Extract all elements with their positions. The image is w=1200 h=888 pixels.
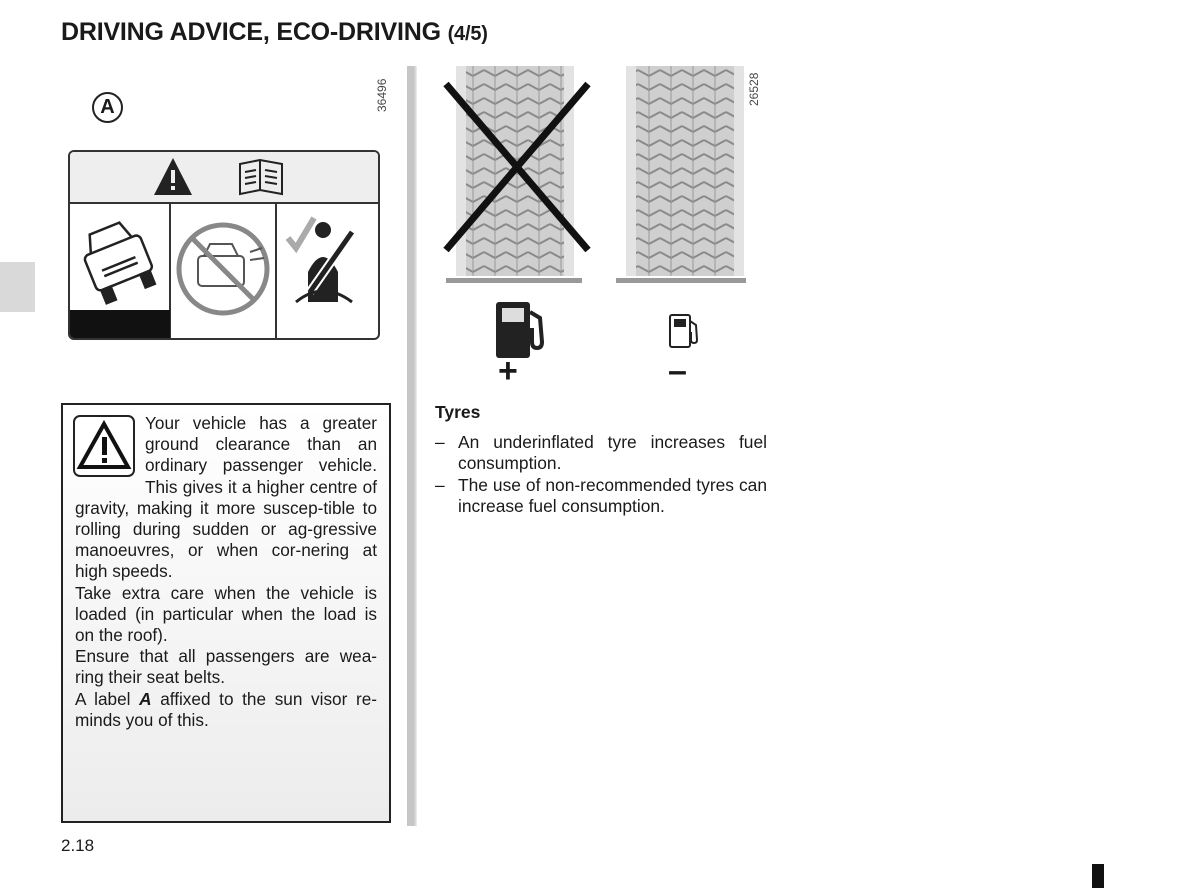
- tyres-item-1-text: An underinflated tyre increases fuel consumption.: [458, 432, 767, 474]
- warning-label-ref: A: [139, 688, 152, 709]
- page-edge-mark: [1092, 864, 1104, 888]
- sun-visor-label-illustration: [68, 150, 380, 340]
- figure-label-a: A: [92, 92, 123, 123]
- warning-triangle-icon: [154, 158, 192, 195]
- tyres-heading: Tyres: [435, 402, 481, 422]
- bullet-dash: –: [435, 475, 445, 495]
- page-number: 2.18: [61, 836, 95, 855]
- warning-paragraph-4: [75, 689, 377, 731]
- bullet-dash: –: [435, 432, 445, 452]
- warning-last-before: A label: [75, 688, 140, 709]
- section-tab: [0, 262, 35, 312]
- tyres-illustration: [440, 66, 750, 286]
- seatbelt-icon: [288, 218, 352, 302]
- manual-book-icon: [240, 160, 282, 194]
- fuel-less-sign: –: [668, 352, 687, 390]
- warning-paragraph-3: Ensure that all passengers are wea-ring their seat belts.: [75, 646, 377, 688]
- rollover-car-icon: [77, 217, 159, 304]
- correct-tyre: [616, 66, 746, 283]
- warning-paragraph-1: Your vehicle has a greater ground clearance than an ordinary passenger vehicle. This gives it a higher centre of gravity, making it more suscep-tible to rolling during sudden or ag-gressive manoeuvres, or when cor-nering at high speeds.: [75, 413, 377, 582]
- title-main: DRIVING ADVICE, ECO-DRIVING: [61, 18, 441, 46]
- figure-code-left: 36496: [375, 78, 389, 112]
- tyres-item-1: [435, 432, 767, 474]
- column-divider: [407, 66, 417, 826]
- fuel-more-sign: +: [498, 352, 518, 390]
- warning-box: [61, 403, 391, 823]
- warning-paragraph-2: Take extra care when the vehicle is loaded (in particular when the load is on the roof).: [75, 582, 377, 646]
- no-aggressive-cornering-icon: [179, 225, 267, 313]
- warning-last-after: affixed to the sun visor re-minds you of this.: [75, 688, 377, 730]
- sticker-graphics: [70, 152, 378, 338]
- figure-code-right: 26528: [747, 72, 761, 106]
- tyres-item-2-text: The use of non-recommended tyres can increase fuel consumption.: [458, 475, 767, 517]
- tyres-item-2: [435, 475, 767, 517]
- page-title: [61, 18, 488, 47]
- warning-text: [75, 413, 377, 731]
- title-part: (4/5): [447, 23, 488, 45]
- fuel-pump-small-icon: [668, 312, 704, 350]
